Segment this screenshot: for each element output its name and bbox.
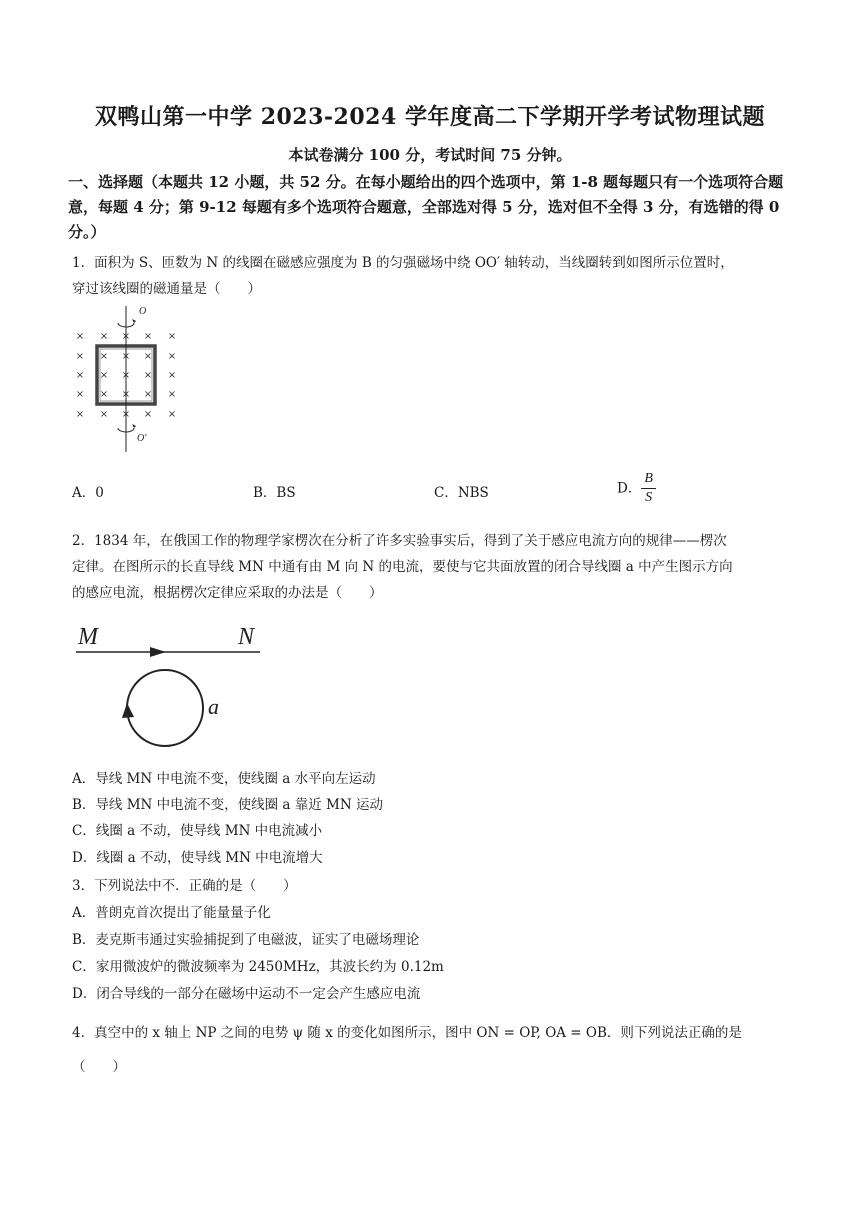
q2-option-b[interactable]: B．导线 MN 中电流不变，使线圈 a 靠近 MN 运动 — [72, 797, 383, 813]
svg-text:×: × — [143, 351, 153, 362]
q2-option-a[interactable]: A．导线 MN 中电流不变，使线圈 a 水平向左运动 — [72, 771, 376, 787]
fraction-denominator: S — [645, 490, 653, 505]
q1-stem-line2: 穿过该线圈的磁通量是（ ） — [72, 281, 261, 297]
svg-text:×: × — [143, 370, 153, 381]
q3-option-a[interactable]: A．普朗克首次提出了能量量子化 — [72, 905, 271, 921]
q3-option-b[interactable]: B．麦克斯韦通过实验捕捉到了电磁波，证实了电磁场理论 — [72, 932, 420, 948]
svg-text:×: × — [75, 331, 85, 342]
q1-option-d-prefix: D． — [617, 480, 642, 497]
q1-coil-figure — [70, 302, 190, 454]
svg-text:×: × — [121, 351, 131, 362]
svg-text:×: × — [99, 389, 109, 400]
svg-text:×: × — [167, 331, 177, 342]
svg-text:×: × — [143, 409, 153, 420]
q3-option-d[interactable]: D．闭合导线的一部分在磁场中运动不一定会产生感应电流 — [72, 986, 421, 1002]
q4-stem-line1: 4．真空中的 x 轴上 NP 之间的电势 ψ 随 x 的变化如图所示，图中 ON = OP, OA = OB．则下列说法正确的是 — [72, 1025, 742, 1041]
q2-label-m: M — [78, 624, 98, 650]
q1-stem-line1: 1．面积为 S、匝数为 N 的线圈在磁感应强度为 B 的匀强磁场中绕 OO′ 轴转动，当线圈转到如图所示位置时， — [72, 255, 734, 271]
svg-text:×: × — [121, 389, 131, 400]
svg-text:×: × — [75, 370, 85, 381]
svg-text:×: × — [99, 351, 109, 362]
page-title: 双鸭山第一中学 2023-2024 学年度高二下学期开学考试物理试题 — [95, 104, 765, 130]
svg-text:×: × — [167, 409, 177, 420]
svg-text:×: × — [75, 389, 85, 400]
svg-text:×: × — [143, 331, 153, 342]
q2-stem-line2: 定律。在图所示的长直导线 MN 中通有由 M 向 N 的电流，要使与它共面放置的闭合导线圈 a 中产生图示方向 — [72, 559, 733, 575]
svg-text:×: × — [167, 389, 177, 400]
q3-stem: 3．下列说法中不．正确的是（ ） — [72, 878, 297, 894]
svg-text:×: × — [167, 370, 177, 381]
svg-text:×: × — [121, 370, 131, 381]
svg-text:×: × — [143, 389, 153, 400]
svg-text:×: × — [167, 351, 177, 362]
q1-option-b[interactable]: B．BS — [253, 485, 296, 501]
q1-option-c[interactable]: C．NBS — [434, 485, 489, 501]
q1-option-a[interactable]: A．0 — [72, 485, 104, 501]
svg-text:×: × — [75, 409, 85, 420]
q1-label-o: O — [139, 306, 147, 317]
q3-option-c[interactable]: C．家用微波炉的微波频率为 2450MHz，其波长约为 0.12m — [72, 959, 444, 975]
q1-option-d-fraction — [641, 470, 656, 507]
q2-label-n: N — [238, 624, 255, 650]
exam-info: 本试卷满分 100 分，考试时间 75 分钟。 — [288, 146, 572, 164]
q2-stem-line3: 的感应电流，根据楞次定律应采取的办法是（ ） — [72, 585, 383, 601]
q2-label-a: a — [208, 694, 219, 719]
q2-option-d[interactable]: D．线圈 a 不动，使导线 MN 中电流增大 — [72, 850, 323, 866]
svg-text:×: × — [75, 351, 85, 362]
svg-text:×: × — [121, 331, 131, 342]
q2-wire-loop-figure — [70, 620, 270, 755]
q2-option-c[interactable]: C．线圈 a 不动，使导线 MN 中电流减小 — [72, 823, 323, 839]
svg-text:×: × — [121, 409, 131, 420]
q1-label-o-prime: O′ — [137, 433, 147, 444]
section-heading: 一、选择题（本题共 12 小题，共 52 分。在每小题给出的四个选项中，第 1-8 题每题只有一个选项符合题意，每题 4 分；第 9-12 每题有多个选项符合题意，全部选对得 5 分，选对但不全得 3 分，有选错的得 0 分。） — [68, 173, 784, 241]
svg-text:×: × — [99, 370, 109, 381]
svg-text:×: × — [99, 331, 109, 342]
q2-stem-line1: 2．1834 年，在俄国工作的物理学家楞次在分析了许多实验事实后，得到了关于感应电流方向的规律——楞次 — [72, 533, 727, 549]
q4-stem-line2: （ ） — [72, 1059, 126, 1075]
fraction-numerator: B — [641, 470, 656, 489]
svg-text:×: × — [99, 409, 109, 420]
q1-option-d[interactable] — [617, 470, 656, 507]
